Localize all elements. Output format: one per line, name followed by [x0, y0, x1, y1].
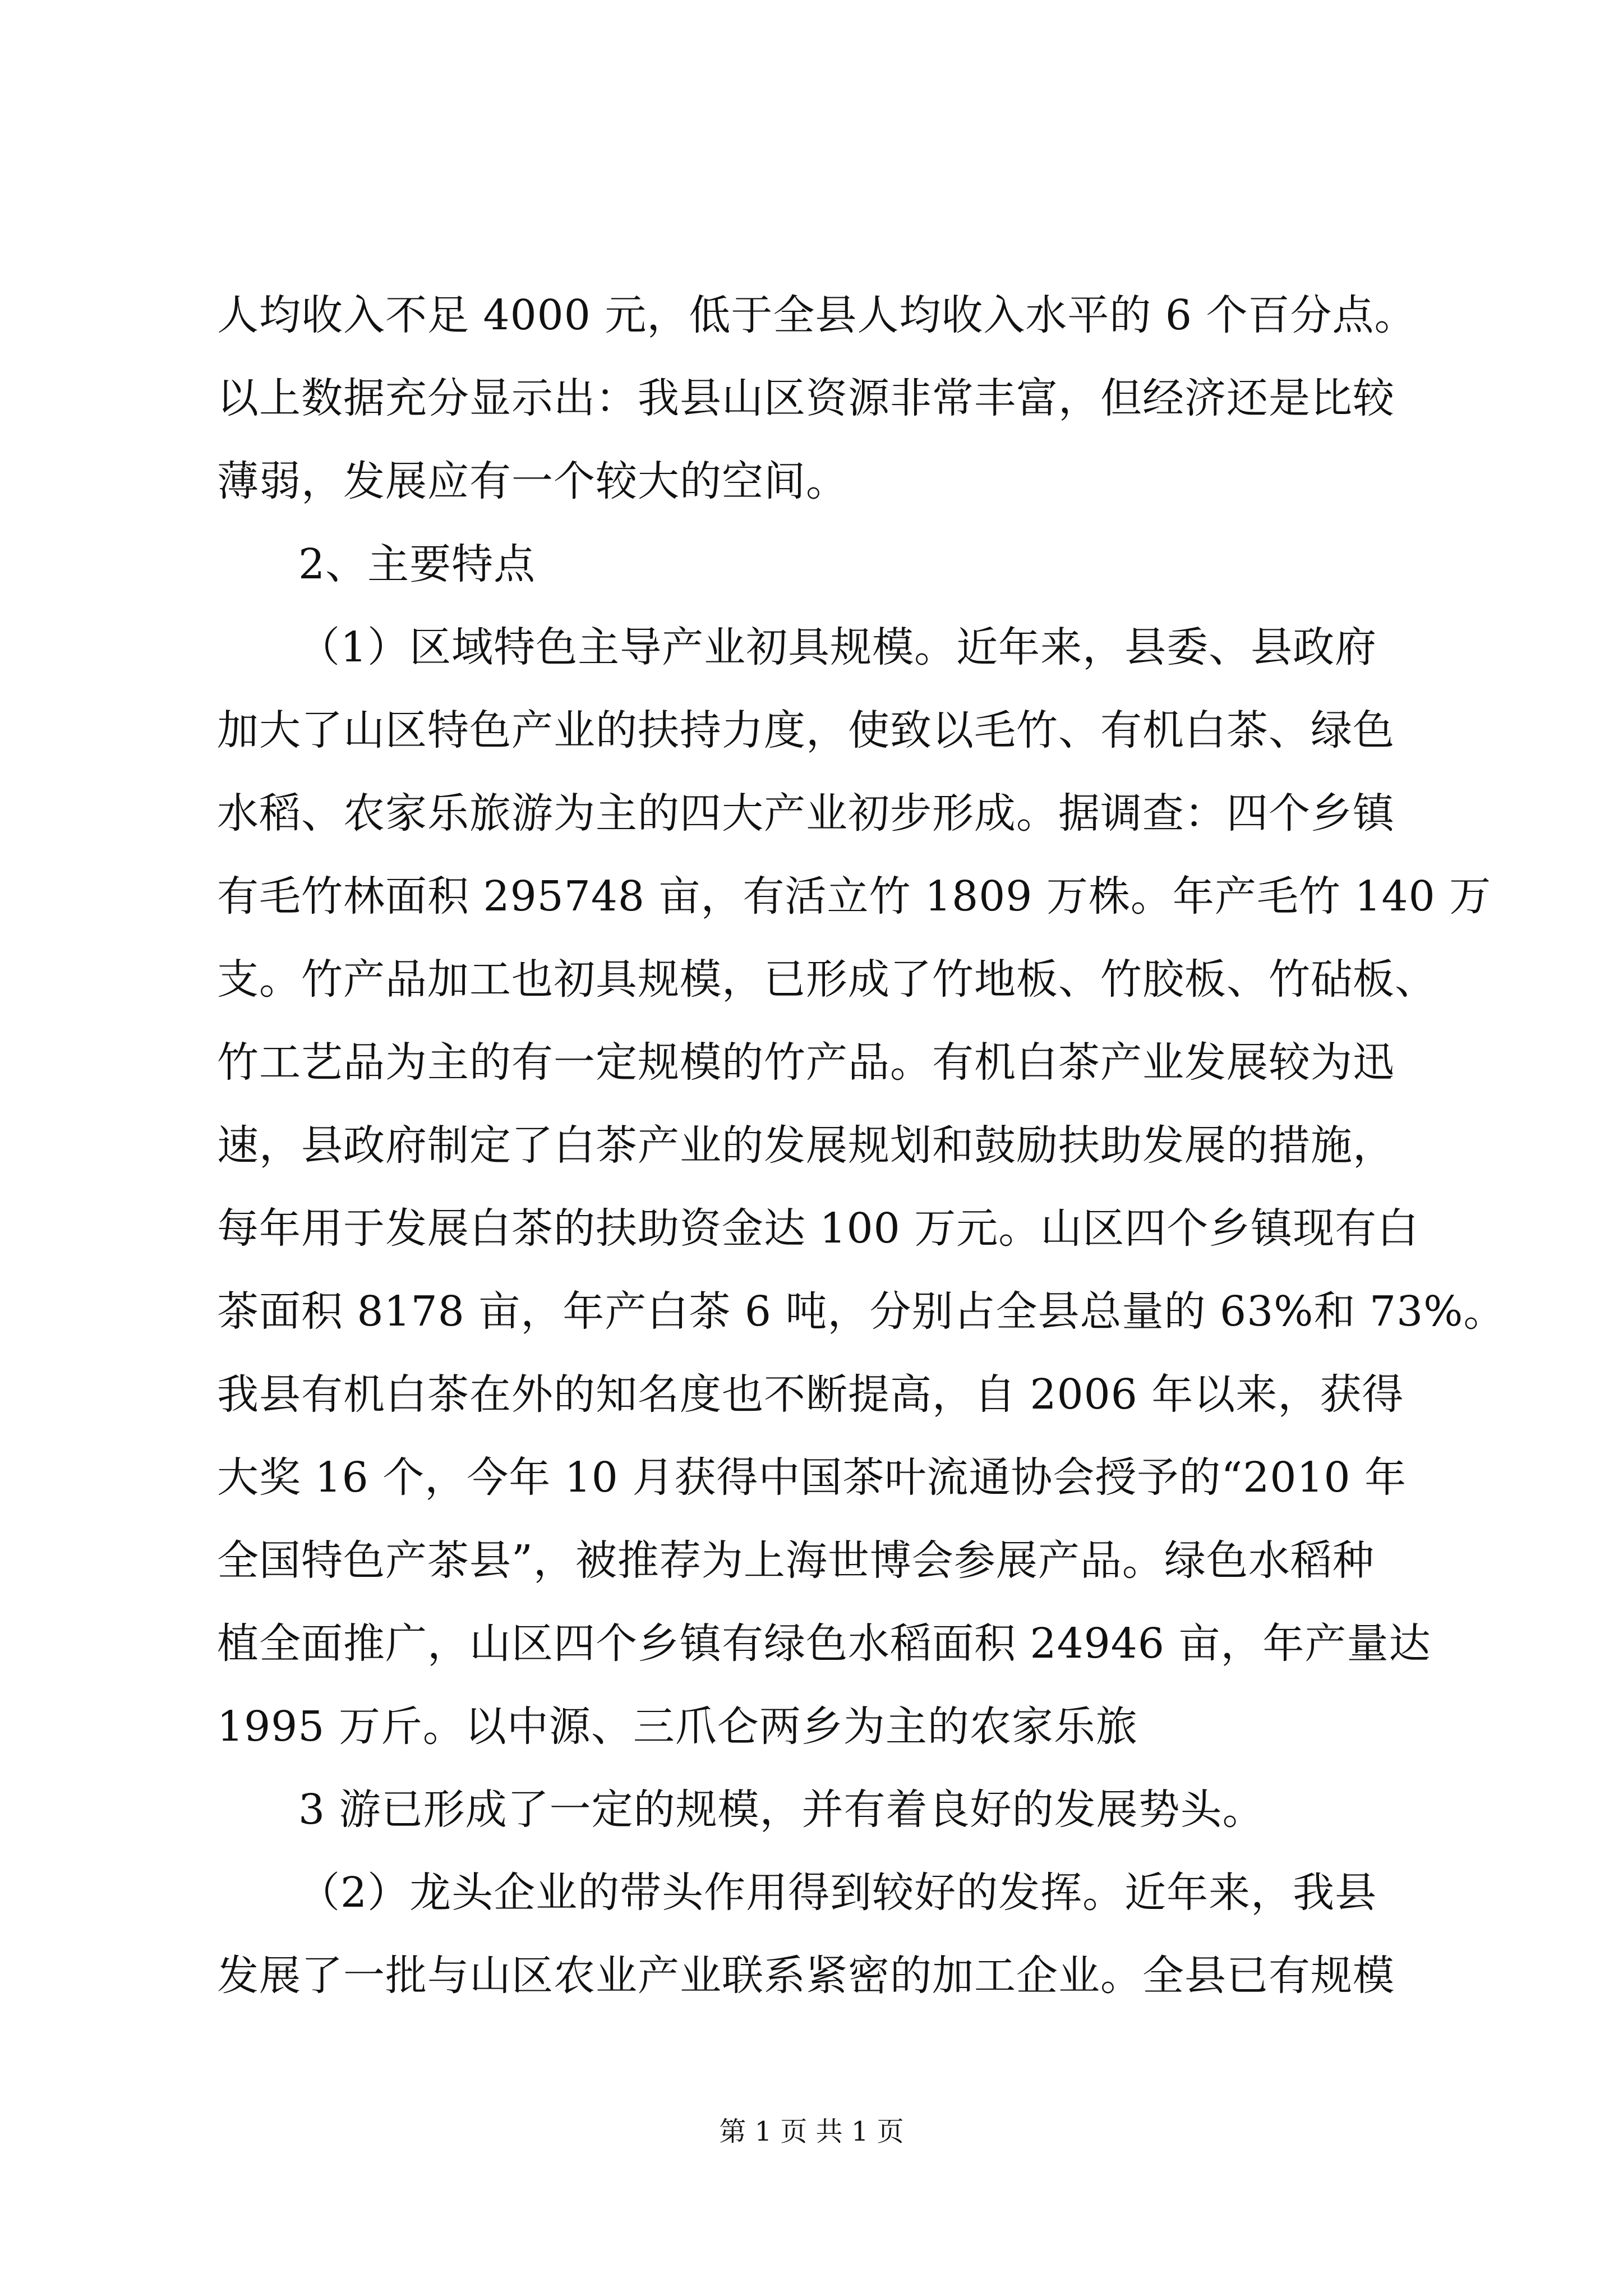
body-line: 竹工艺品为主的有一定规模的竹产品。有机白茶产业发展较为迅: [217, 1038, 1395, 1087]
body-line: 支。竹产品加工也初具规模，已形成了竹地板、竹胶板、竹砧板、: [217, 955, 1437, 1004]
body-line: 加大了山区特色产业的扶持力度，使致以毛竹、有机白茶、绿色: [217, 706, 1395, 754]
body-line: 茶面积 8178 亩，年产白茶 6 吨，分别占全县总量的 63%和 73%。: [217, 1287, 1506, 1336]
body-line: 大奖 16 个，今年 10 月获得中国茶叶流通协会授予的“2010 年: [217, 1453, 1407, 1502]
body-line: 速，县政府制定了白茶产业的发展规划和鼓励扶助发展的措施，: [217, 1121, 1395, 1170]
body-line: 薄弱，发展应有一个较大的空间。: [217, 457, 848, 505]
body-line: 发展了一批与山区农业产业联系紧密的加工企业。全县已有规模: [217, 1952, 1395, 2000]
body-line: 3 游已形成了一定的规模，并有着良好的发展势头。: [298, 1786, 1265, 1834]
body-line: （1）区域特色主导产业初具规模。近年来，县委、县政府: [298, 623, 1377, 671]
page-footer: 第 1 页 共 1 页: [719, 2116, 904, 2147]
section-heading: 2、主要特点: [298, 540, 536, 588]
body-line: 1995 万斤。以中源、三爪仑两乡为主的农家乐旅: [217, 1703, 1138, 1751]
body-line: 人均收入不足 4000 元，低于全县人均收入水平的 6 个百分点。: [217, 291, 1417, 339]
body-line: 有毛竹林面积 295748 亩，有活立竹 1809 万株。年产毛竹 140 万: [217, 872, 1492, 921]
body-line: 我县有机白茶在外的知名度也不断提高，自 2006 年以来，获得: [217, 1370, 1404, 1419]
body-line: （2）龙头企业的带头作用得到较好的发挥。近年来，我县: [298, 1869, 1377, 1917]
body-line: 每年用于发展白茶的扶助资金达 100 万元。山区四个乡镇现有白: [217, 1204, 1419, 1253]
body-line: 水稻、农家乐旅游为主的四大产业初步形成。据调查：四个乡镇: [217, 789, 1395, 838]
body-line: 以上数据充分显示出：我县山区资源非常丰富，但经济还是比较: [217, 374, 1395, 422]
body-line: 全国特色产茶县”，被推荐为上海世博会参展产品。绿色水稻种: [217, 1536, 1375, 1585]
body-line: 植全面推广，山区四个乡镇有绿色水稻面积 24946 亩，年产量达: [217, 1619, 1431, 1668]
